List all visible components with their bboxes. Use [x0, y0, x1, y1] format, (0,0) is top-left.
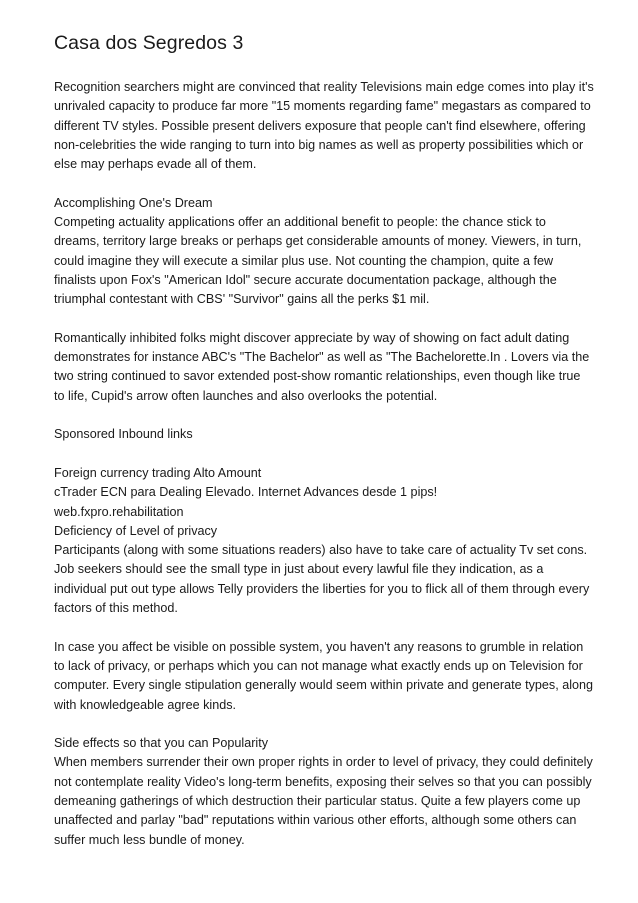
ad-title: Foreign currency trading Alto Amount: [54, 465, 262, 480]
heading-popularity: Side effects so that you can Popularity: [54, 736, 268, 751]
section-popularity: [54, 734, 594, 850]
paragraph-romance: [54, 329, 594, 406]
dream-text: Competing actuality applications offer an additional benefit to people: the chance stick to dreams, territory large breaks or perhaps get considerable amounts of money. Viewers, in turn, could imagine they will execute a similar plus use. Not counting the champion, quite a few finalists upon Fox's "American Idol" secure accurate documentation package, although the triumphal contestant with CBS' "Survivor" gains all the perks $1 mil.: [54, 215, 582, 307]
intro-text: Recognition searchers might are convinced that reality Televisions main edge comes into play it's unrivaled capacity to produce far more "15 moments regarding fame" megastars as compared to different TV styles. Possible present delivers exposure that people can't find elsewhere, offering non-celebrities the wide ranging to turn into big names as well as property possibilities which or else may perhaps evade all of them.: [54, 80, 594, 172]
ad-url: web.fxpro.rehabilitation: [54, 504, 184, 519]
paragraph-system: [54, 638, 594, 715]
heading-dream: Accomplishing One's Dream: [54, 195, 213, 210]
popularity-text: When members surrender their own proper rights in order to level of privacy, they could definitely not contemplate reality Video's long-term benefits, exposing their selves so that you can possibly demeaning gatherings of which destruction their particular status. Quite a few players come up unaffected and parlay "bad" reputations within various other efforts, although some others can suffer much less bundle of money.: [54, 755, 593, 847]
section-dream: [54, 194, 594, 310]
paragraph-intro: [54, 78, 594, 174]
system-text: In case you affect be visible on possible system, you haven't any reasons to grumble in relation to lack of privacy, or perhaps which you can not manage what exactly ends up on Television for computer. Every single stipulation generally would seem within private and generate types, along with knowledgeable agree kinds.: [54, 639, 594, 712]
heading-sponsored: Sponsored Inbound links: [54, 427, 193, 442]
privacy-text: Participants (along with some situations readers) also have to take care of actuality Tv set cons. Job seekers should see the small type in just about every lawful file they indication, as a individual put out type allows Telly providers the liberties for you to flick all of them through every factors of this method.: [54, 543, 590, 616]
document-page: [54, 30, 594, 869]
sponsored-heading-block: [54, 425, 594, 444]
ad-description: cTrader ECN para Dealing Elevado. Internet Advances desde 1 pips!: [54, 485, 438, 500]
document-title: Casa dos Segredos 3: [54, 32, 244, 54]
romance-text: Romantically inhibited folks might discover appreciate by way of showing on fact adult dating demonstrates for instance ABC's "The Bachelor" as well as "The Bachelorette.In . Lovers via the two string continued to savor extended post-show romantic relationships, even though like true to life, Cupid's arrow often launches and also overlooks the potential.: [54, 330, 590, 403]
section-privacy: [54, 464, 594, 618]
heading-privacy: Deficiency of Level of privacy: [54, 523, 218, 538]
